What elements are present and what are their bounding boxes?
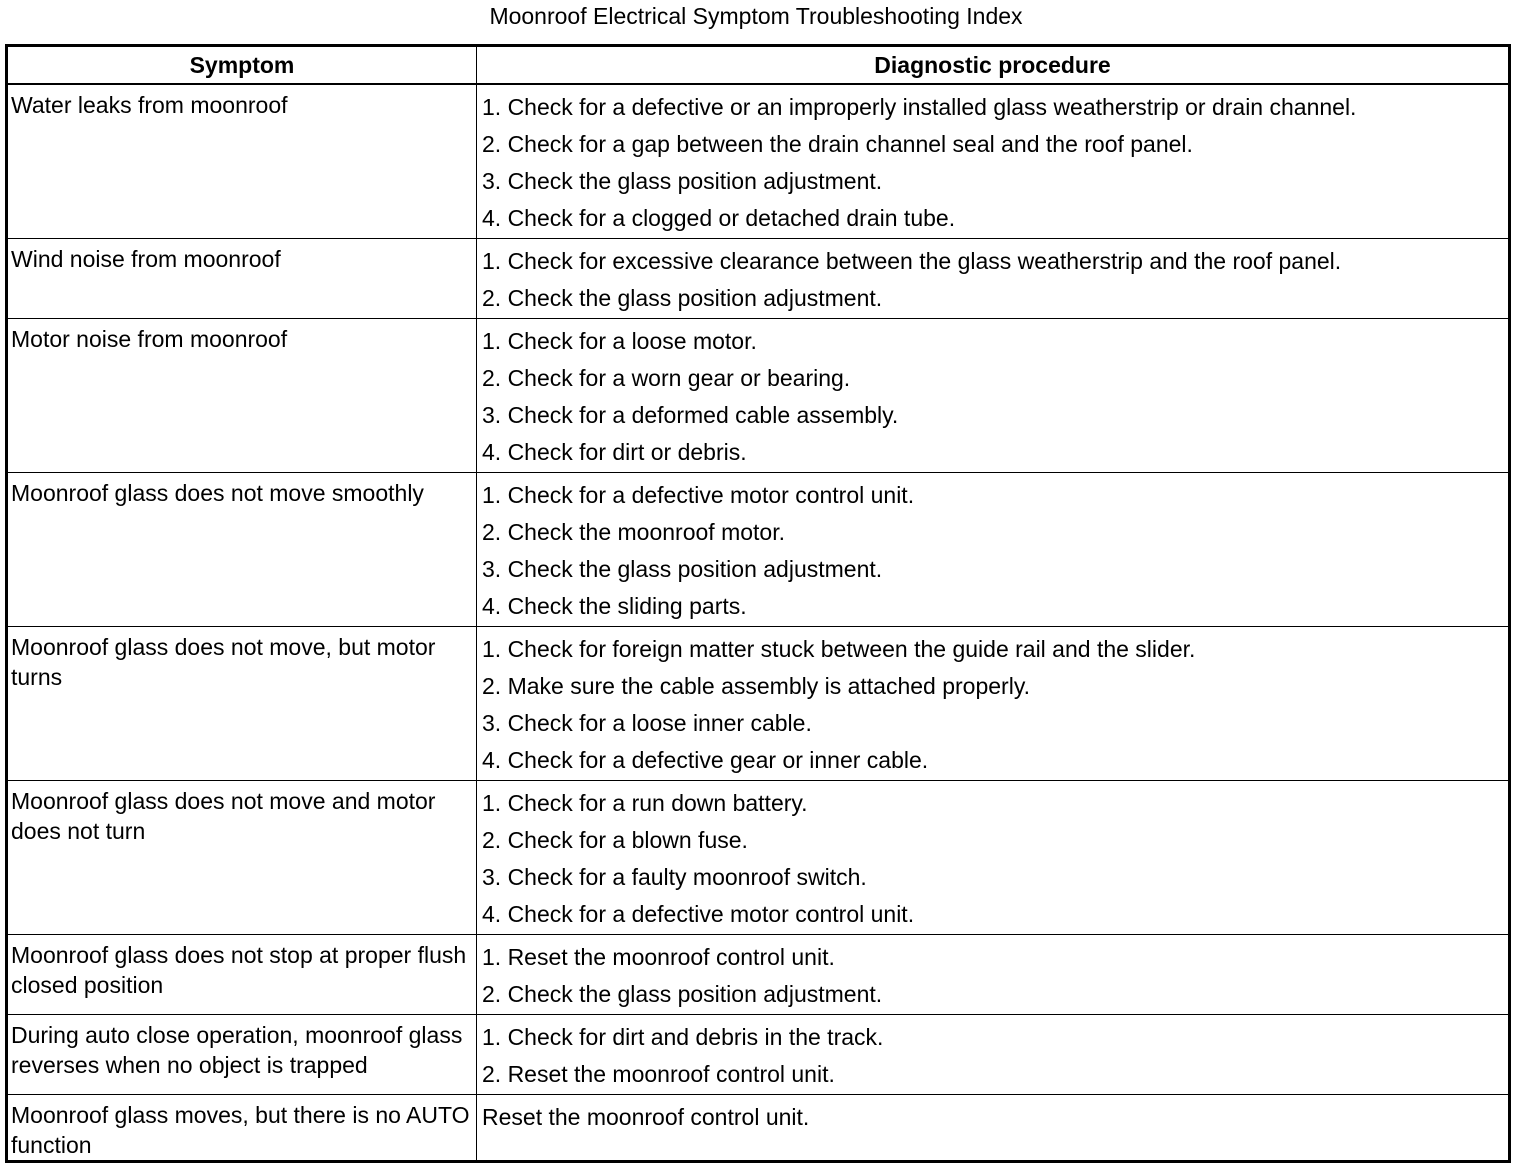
table-row	[7, 239, 1510, 319]
symptom-cell: Motor noise from moonroof	[7, 319, 477, 473]
table-row	[7, 473, 1510, 627]
procedure-step: 2. Check for a gap between the drain channel seal and the roof panel.	[482, 131, 1193, 157]
procedure-step: 2. Check the moonroof motor.	[482, 519, 785, 545]
procedure-step: 3. Check for a faulty moonroof switch.	[482, 864, 867, 890]
procedure-step: 1. Reset the moonroof control unit.	[482, 944, 835, 970]
procedure-step: 2. Check the glass position adjustment.	[482, 981, 883, 1007]
table-row	[7, 1095, 1510, 1162]
table-row	[7, 627, 1510, 781]
troubleshooting-table	[5, 44, 1511, 1163]
procedure-step: 1. Check for foreign matter stuck between the guide rail and the slider.	[482, 636, 1196, 662]
procedure-step: 1. Check for a defective motor control unit.	[482, 482, 915, 508]
diagnostic-procedure-cell	[477, 84, 1510, 239]
diagnostic-procedure-cell	[477, 627, 1510, 781]
symptom-cell: Moonroof glass does not stop at proper flush closed position	[7, 935, 477, 1015]
symptom-cell: Moonroof glass does not move, but motor turns	[7, 627, 477, 781]
symptom-cell: Moonroof glass does not move and motor does not turn	[7, 781, 477, 935]
diagnostic-procedure-cell	[477, 239, 1510, 319]
diagnostic-procedure-cell	[477, 1095, 1510, 1162]
table-row	[7, 84, 1510, 239]
procedure-step: 1. Check for excessive clearance between the glass weatherstrip and the roof panel.	[482, 248, 1342, 274]
procedure-step: 4. Check for a clogged or detached drain tube.	[482, 205, 956, 231]
procedure-step: 4. Check for a defective gear or inner cable.	[482, 747, 929, 773]
procedure-step: 4. Check for a defective motor control unit.	[482, 901, 915, 927]
procedure-step: 1. Check for dirt and debris in the track.	[482, 1024, 884, 1050]
table-row	[7, 935, 1510, 1015]
procedure-step: 3. Check for a loose inner cable.	[482, 710, 812, 736]
symptom-cell: Moonroof glass does not move smoothly	[7, 473, 477, 627]
procedure-step: Reset the moonroof control unit.	[482, 1104, 810, 1130]
diagnostic-procedure-cell	[477, 935, 1510, 1015]
symptom-cell: During auto close operation, moonroof glass reverses when no object is trapped	[7, 1015, 477, 1095]
procedure-step: 4. Check for dirt or debris.	[482, 439, 747, 465]
procedure-step: 4. Check the sliding parts.	[482, 593, 747, 619]
column-header-symptom: Symptom	[7, 46, 477, 85]
table-body	[7, 84, 1510, 1162]
procedure-step: 1. Check for a run down battery.	[482, 790, 808, 816]
procedure-step: 2. Make sure the cable assembly is attached properly.	[482, 673, 1031, 699]
table-row	[7, 781, 1510, 935]
procedure-step: 3. Check the glass position adjustment.	[482, 168, 883, 194]
procedure-step: 3. Check for a deformed cable assembly.	[482, 402, 899, 428]
procedure-step: 1. Check for a loose motor.	[482, 328, 757, 354]
procedure-step: 2. Check for a worn gear or bearing.	[482, 365, 851, 391]
table-header-row	[7, 46, 1510, 85]
diagnostic-procedure-cell	[477, 319, 1510, 473]
symptom-cell: Wind noise from moonroof	[7, 239, 477, 319]
table-row	[7, 1015, 1510, 1095]
symptom-cell: Moonroof glass moves, but there is no AUTO function	[7, 1095, 477, 1162]
procedure-step: 2. Check for a blown fuse.	[482, 827, 748, 853]
column-header-diagnostic-procedure: Diagnostic procedure	[477, 46, 1510, 85]
procedure-step: 3. Check the glass position adjustment.	[482, 556, 883, 582]
diagnostic-procedure-cell	[477, 473, 1510, 627]
page-title: Moonroof Electrical Symptom Troubleshooting Index	[489, 3, 1023, 29]
procedure-step: 2. Check the glass position adjustment.	[482, 285, 883, 311]
procedure-step: 1. Check for a defective or an improperly installed glass weatherstrip or drain channel.	[482, 94, 1357, 120]
diagnostic-procedure-cell	[477, 781, 1510, 935]
procedure-step: 2. Reset the moonroof control unit.	[482, 1061, 835, 1087]
table-row	[7, 319, 1510, 473]
symptom-cell: Water leaks from moonroof	[7, 84, 477, 239]
diagnostic-procedure-cell	[477, 1015, 1510, 1095]
